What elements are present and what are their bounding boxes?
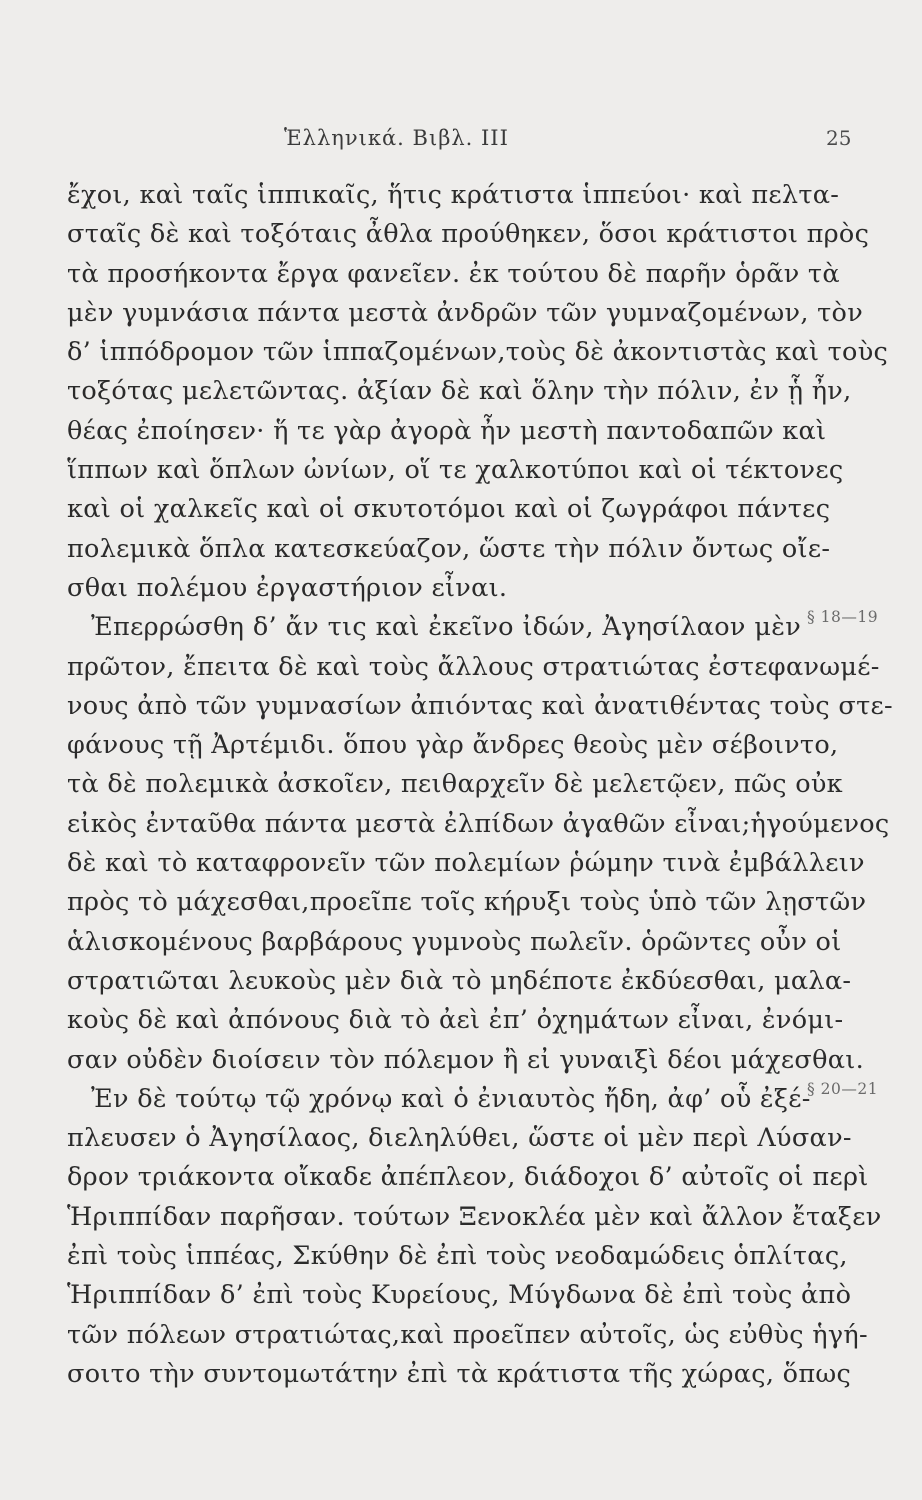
text-line: ἵππων καὶ ὅπλων ὠνίων, οἵ τε χαλκοτύποι καὶ οἱ τέκτονες — [67, 455, 844, 486]
text-line-content: Ἐν δὲ τούτῳ τῷ χρόνῳ καὶ ὁ ἐνιαυτὸς ἤδη, ἀφ’ οὗ ἐξέ- — [91, 1083, 811, 1114]
text-line: εἰκὸς ἐνταῦθα πάντα μεστὰ ἐλπίδων ἀγαθῶν εἶναι;ἡγούμενος — [67, 808, 890, 839]
text-line: πρῶτον, ἔπειτα δὲ καὶ τοὺς ἄλλους στρατιώτας ἐστεφανωμέ- — [67, 651, 880, 682]
text-line: σαν οὐδὲν διοίσειν τὸν πόλεμον ἢ εἰ γυναιξὶ δέοι μάχεσθαι. — [67, 1044, 865, 1075]
text-line: πολεμικὰ ὅπλα κατεσκεύαζον, ὥστε τὴν πόλιν ὄντως οἴε- — [67, 533, 831, 564]
text-line-content: Ἐπερρώσθη δ’ ἄν τις καὶ ἐκεῖνο ἰδών, Ἀγησίλαον μὲν — [91, 612, 801, 643]
margin-section-note: § 18—19 — [807, 608, 879, 626]
text-line — [67, 608, 801, 647]
text-line: σταῖς δὲ καὶ τοξόταις ἆθλα προύθηκεν, ὅσοι κράτιστοι πρὸς — [67, 219, 870, 250]
text-line: πλευσεν ὁ Ἀγησίλαος, διεληλύθει, ὥστε οἱ μὲν περὶ Λύσαν- — [67, 1123, 852, 1154]
text-line: στρατιῶται λευκοὺς μὲν διὰ τὸ μηδέποτε ἐκδύεσθαι, μαλα- — [67, 965, 852, 996]
margin-section-note: § 20—21 — [807, 1080, 879, 1098]
text-line: ἐπὶ τοὺς ἱππέας, Σκύθην δὲ ἐπὶ τοὺς νεοδαμώδεις ὁπλίτας, — [67, 1241, 848, 1272]
text-line: δὲ καὶ τὸ καταφρονεῖν τῶν πολεμίων ῥώμην τινὰ ἐμβάλλειν — [67, 848, 865, 879]
text-line: Ἡριππίδαν παρῆσαν. τούτων Ξενοκλέα μὲν καὶ ἄλλον ἔταξεν — [67, 1201, 882, 1232]
page-number: 25 — [826, 126, 852, 150]
text-line: τοξότας μελετῶντας. ἀξίαν δὲ καὶ ὅλην τὴν πόλιν, ἐν ᾗ ἦν, — [67, 376, 852, 407]
text-line: νους ἀπὸ τῶν γυμνασίων ἀπιόντας καὶ ἀνατιθέντας τοὺς στε- — [67, 690, 893, 721]
text-line — [67, 1080, 811, 1119]
text-line: τῶν πόλεων στρατιώτας,καὶ προεῖπεν αὐτοῖς, ὡς εὐθὺς ἡγή- — [67, 1319, 868, 1350]
text-line: καὶ οἱ χαλκεῖς καὶ οἱ σκυτοτόμοι καὶ οἱ ζωγράφοι πάντες — [67, 494, 831, 525]
text-line: πρὸς τὸ μάχεσθαι,προεῖπε τοῖς κήρυξι τοὺς ὑπὸ τῶν λῃστῶν — [67, 887, 867, 918]
text-line: ἁλισκομένους βαρβάρους γυμνοὺς πωλεῖν. ὁρῶντες οὖν οἱ — [67, 926, 842, 957]
text-line: σοιτο τὴν συντομωτάτην ἐπὶ τὰ κράτιστα τῆς χώρας, ὅπως — [67, 1358, 852, 1389]
text-line: φάνους τῇ Ἀρτέμιδι. ὅπου γὰρ ἄνδρες θεοὺς μὲν σέβοιντο, — [67, 730, 839, 761]
text-line: μὲν γυμνάσια πάντα μεστὰ ἀνδρῶν τῶν γυμναζομένων, τὸν — [67, 297, 864, 328]
text-line: σθαι πολέμου ἐργαστήριον εἶναι. — [67, 572, 508, 603]
text-line: τὰ προσήκοντα ἔργα φανεῖεν. ἐκ τούτου δὲ παρῆν ὁρᾶν τὰ — [67, 258, 840, 289]
text-line: τὰ δὲ πολεμικὰ ἀσκοῖεν, πειθαρχεῖν δὲ μελετῷεν, πῶς οὐκ — [67, 769, 843, 800]
text-line: θέας ἐποίησεν· ἥ τε γὰρ ἀγορὰ ἦν μεστὴ παντοδαπῶν καὶ — [67, 415, 827, 446]
running-title: Ἑλληνικά. Βιβλ. III — [284, 126, 509, 150]
text-line: δρον τριάκοντα οἴκαδε ἀπέπλεον, διάδοχοι δ’ αὐτοῖς οἱ περὶ — [67, 1162, 869, 1193]
text-line: ἔχοι, καὶ ταῖς ἱππικαῖς, ἥτις κράτιστα ἱππεύοι· καὶ πελτα- — [67, 180, 840, 210]
text-line: δ’ ἱππόδρομον τῶν ἱππαζομένων,τοὺς δὲ ἀκοντιστὰς καὶ τοὺς — [67, 337, 889, 368]
running-head — [0, 122, 922, 162]
text-line: Ἡριππίδαν δ’ ἐπὶ τοὺς Κυρείους, Μύγδωνα δὲ ἐπὶ τοὺς ἀπὸ — [67, 1280, 852, 1311]
text-line: κοὺς δὲ καὶ ἀπόνους διὰ τὸ ἀεὶ ἐπ’ ὀχημάτων εἶναι, ἐνόμι- — [67, 1005, 844, 1036]
